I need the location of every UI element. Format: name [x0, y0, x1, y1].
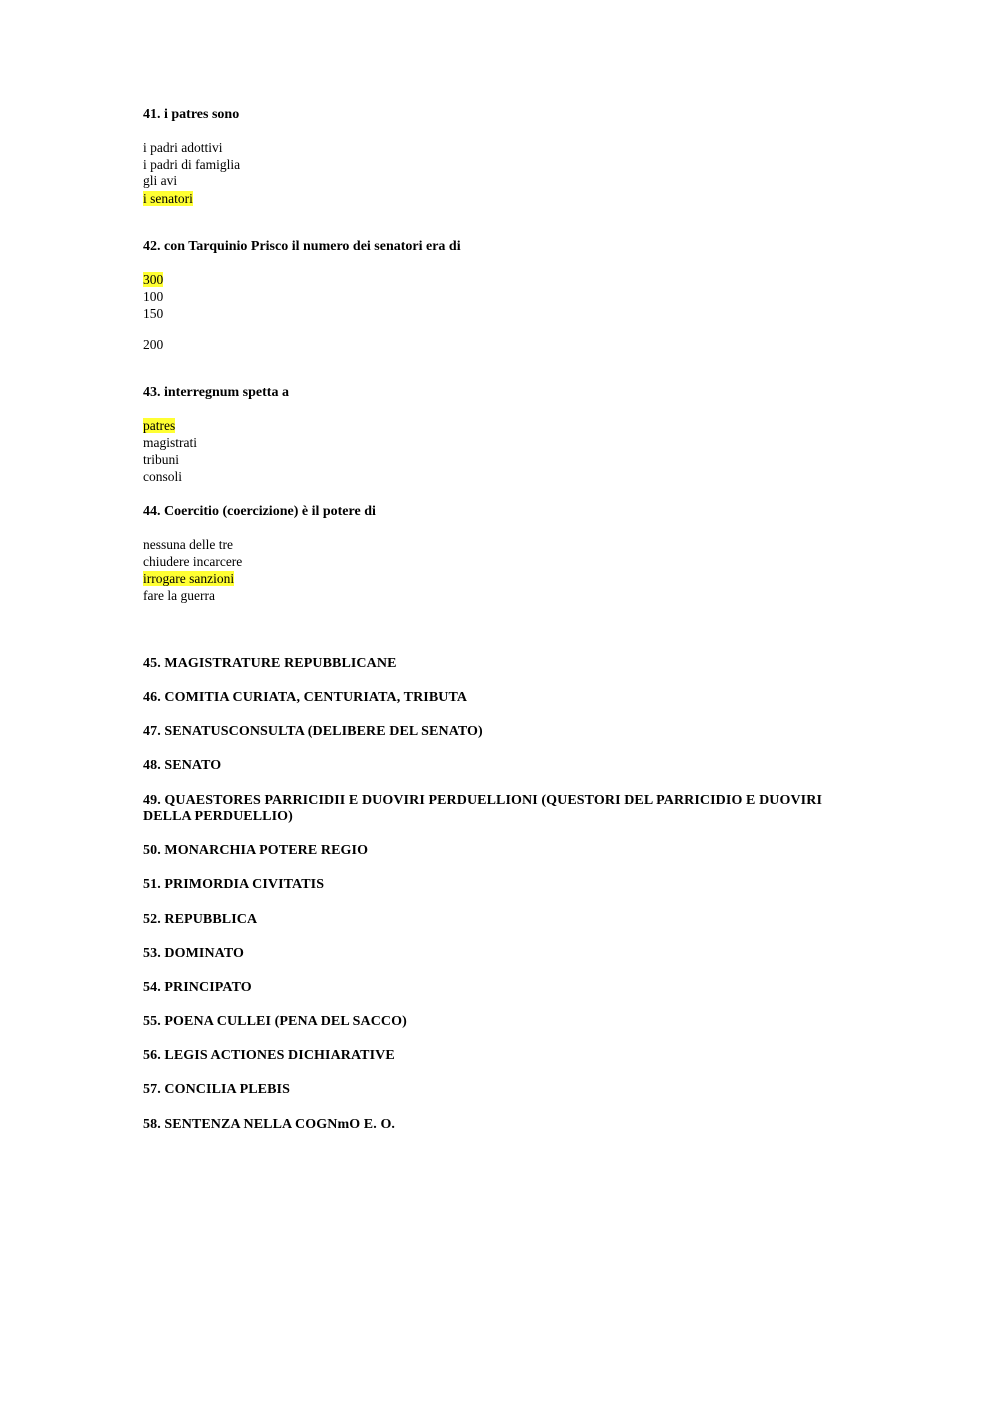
question-41-option: i padri di famiglia: [143, 157, 241, 172]
question-44-title: 44. Coercitio (coercizione) è il potere di: [143, 504, 376, 519]
topic-heading: 58. SENTENZA NELLA COGNmO E. O.: [143, 1117, 396, 1132]
question-43-option-highlighted: patres: [143, 418, 176, 433]
question-44-option: nessuna delle tre: [143, 537, 233, 552]
topic-heading: 45. MAGISTRATURE REPUBBLICANE: [143, 656, 397, 671]
topic-heading: 51. PRIMORDIA CIVITATIS: [143, 877, 325, 892]
question-42-option: 100: [143, 289, 164, 304]
topic-heading: 47. SENATUSCONSULTA (DELIBERE DEL SENATO): [143, 724, 483, 739]
question-43-option: magistrati: [143, 435, 197, 450]
question-41-option: i padri adottivi: [143, 140, 223, 155]
question-42-option: 150: [143, 306, 164, 321]
topic-heading: 46. COMITIA CURIATA, CENTURIATA, TRIBUTA: [143, 690, 468, 705]
question-41-title: 41. i patres sono: [143, 107, 240, 122]
topic-heading: 55. POENA CULLEI (PENA DEL SACCO): [143, 1014, 407, 1029]
question-42-title: 42. con Tarquinio Prisco il numero dei senatori era di: [143, 239, 461, 254]
question-43-option: consoli: [143, 469, 182, 484]
topic-heading: 56. LEGIS ACTIONES DICHIARATIVE: [143, 1048, 395, 1063]
question-43-title: 43. interregnum spetta a: [143, 385, 289, 400]
topic-heading: 53. DOMINATO: [143, 946, 245, 961]
topic-heading: 52. REPUBBLICA: [143, 912, 258, 927]
question-42-option-highlighted: 300: [143, 272, 164, 287]
topic-heading: 50. MONARCHIA POTERE REGIO: [143, 843, 369, 858]
topic-heading: 54. PRINCIPATO: [143, 980, 252, 995]
question-44-option: fare la guerra: [143, 588, 215, 603]
question-42-option: 200: [143, 337, 164, 352]
question-41-option: gli avi: [143, 173, 178, 188]
question-44-option-highlighted: irrogare sanzioni: [143, 571, 235, 586]
topic-heading: 49. QUAESTORES PARRICIDII E DUOVIRI PERDUELLIONI (QUESTORI DEL PARRICIDIO E DUOVIRI DELLA PERDUELLIO): [143, 793, 822, 824]
topic-heading: 57. CONCILIA PLEBIS: [143, 1082, 290, 1097]
question-41-option-highlighted: i senatori: [143, 191, 193, 206]
question-43-option: tribuni: [143, 452, 179, 467]
question-44-option: chiudere incarcere: [143, 554, 243, 569]
topic-heading: 48. SENATO: [143, 758, 222, 773]
